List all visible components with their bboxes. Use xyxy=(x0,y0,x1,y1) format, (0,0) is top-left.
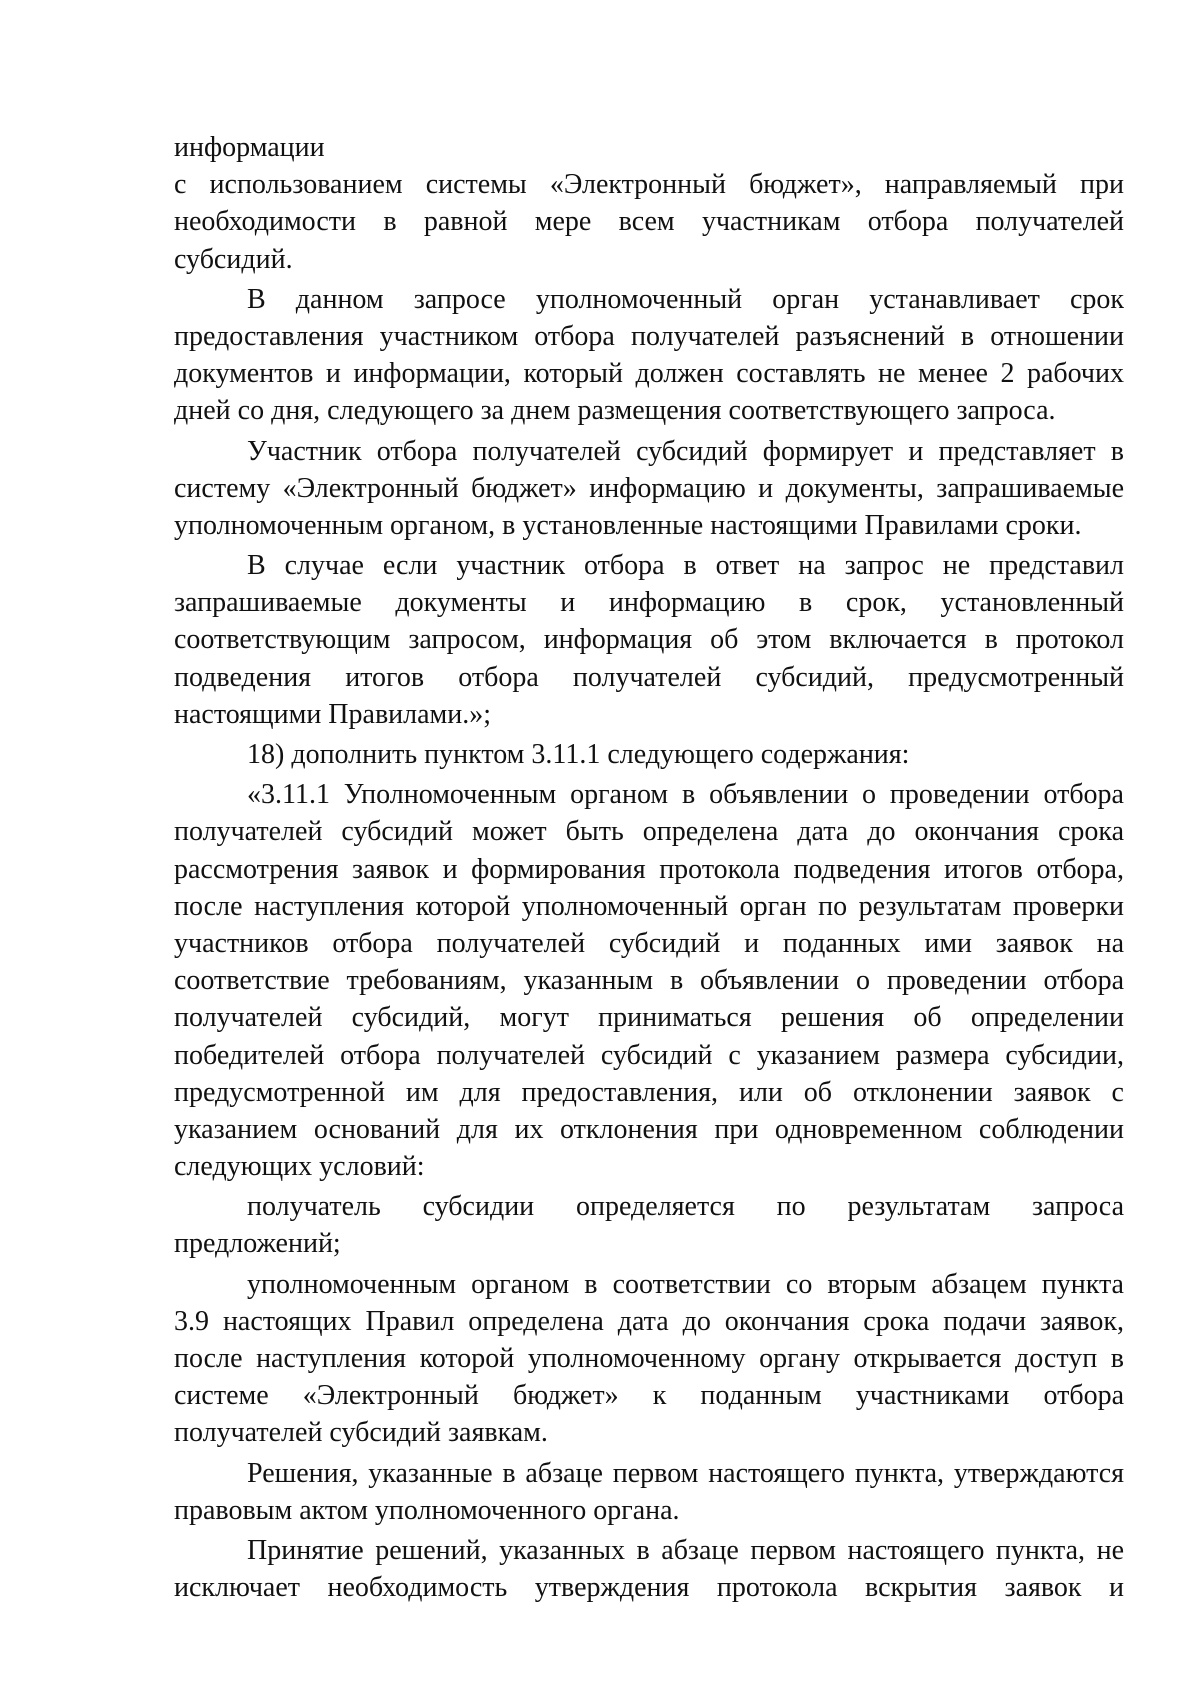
text-line: получателей субсидий может быть определена дата до окончания срока xyxy=(174,816,1124,848)
text-line: субсидий. xyxy=(174,243,293,275)
text-line: документов и информации, который должен составлять не менее 2 рабочих xyxy=(174,358,1124,390)
document-body xyxy=(174,129,1124,1606)
text-line: победителей отбора получателей субсидий с указанием размера субсидии, xyxy=(174,1039,1124,1071)
paragraph-first-line: Участник отбора получателей субсидий формирует и представляет в xyxy=(247,435,1124,467)
text-line: предоставления участником отбора получателей разъяснений в отношении xyxy=(174,320,1124,352)
text-line: систему «Электронный бюджет» информацию и документы, запрашиваемые xyxy=(174,472,1124,504)
paragraph-first-line: Решения, указанные в абзаце первом настоящего пункта, утверждаются xyxy=(247,1457,1124,1489)
paragraph-first-line: В данном запросе уполномоченный орган устанавливает срок xyxy=(247,283,1124,315)
text-line: исключает необходимость утверждения протокола вскрытия заявок и xyxy=(174,1572,1124,1604)
paragraph-first-line: Принятие решений, указанных в абзаце первом настоящего пункта, не xyxy=(247,1534,1124,1566)
text-line: необходимости в равной мере всем участникам отбора получателей xyxy=(174,206,1124,238)
text-line: запрашиваемые документы и информацию в срок, установленный xyxy=(174,587,1124,619)
text-line: соответствие требованиям, указанным в объявлении о проведении отбора xyxy=(174,965,1124,997)
paragraph-first-line: «3.11.1 Уполномоченным органом в объявлении о проведении отбора xyxy=(247,779,1124,811)
text-line: соответствующим запросом, информация об этом включается в протокол xyxy=(174,624,1124,656)
text-line: дней со дня, следующего за днем размещения соответствующего запроса. xyxy=(174,395,1056,427)
text-line: указанием оснований для их отклонения при одновременном соблюдении xyxy=(174,1113,1124,1145)
text-line: правовым актом уполномоченного органа. xyxy=(174,1494,680,1526)
text-line: после наступления которой уполномоченному органу открывается доступ в xyxy=(174,1343,1124,1374)
text-line: следующих условий: xyxy=(174,1151,425,1183)
text-line: информации xyxy=(174,132,325,163)
text-line: 3.9 настоящих Правил определена дата до окончания срока подачи заявок, xyxy=(174,1305,1124,1337)
paragraph-first-line: получатель субсидии определяется по результатам запроса xyxy=(247,1191,1124,1223)
text-line: предложений; xyxy=(174,1228,341,1260)
paragraph-first-line: 18) дополнить пунктом 3.11.1 следующего содержания: xyxy=(247,739,910,770)
text-line: системе «Электронный бюджет» к поданным участниками отбора xyxy=(174,1380,1124,1412)
text-line: уполномоченным органом, в установленные настоящими Правилами сроки. xyxy=(174,509,1082,541)
text-line: получателей субсидий, могут приниматься решения об определении xyxy=(174,1002,1124,1034)
paragraph-first-line: уполномоченным органом в соответствии со вторым абзацем пункта xyxy=(247,1268,1124,1300)
text-line: настоящими Правилами.»; xyxy=(174,698,492,730)
paragraph-first-line: В случае если участник отбора в ответ на запрос не представил xyxy=(247,550,1124,582)
text-line: предусмотренной им для предоставления, или об отклонении заявок с xyxy=(174,1076,1124,1108)
text-line: подведения итогов отбора получателей субсидий, предусмотренный xyxy=(174,661,1124,693)
text-line: получателей субсидий заявкам. xyxy=(174,1417,548,1449)
text-line: рассмотрения заявок и формирования протокола подведения итогов отбора, xyxy=(174,853,1124,885)
text-line: участников отбора получателей субсидий и поданных ими заявок на xyxy=(174,927,1124,959)
text-line: с использованием системы «Электронный бюджет», направляемый при xyxy=(174,169,1124,201)
text-line: после наступления которой уполномоченный орган по результатам проверки xyxy=(174,890,1124,922)
